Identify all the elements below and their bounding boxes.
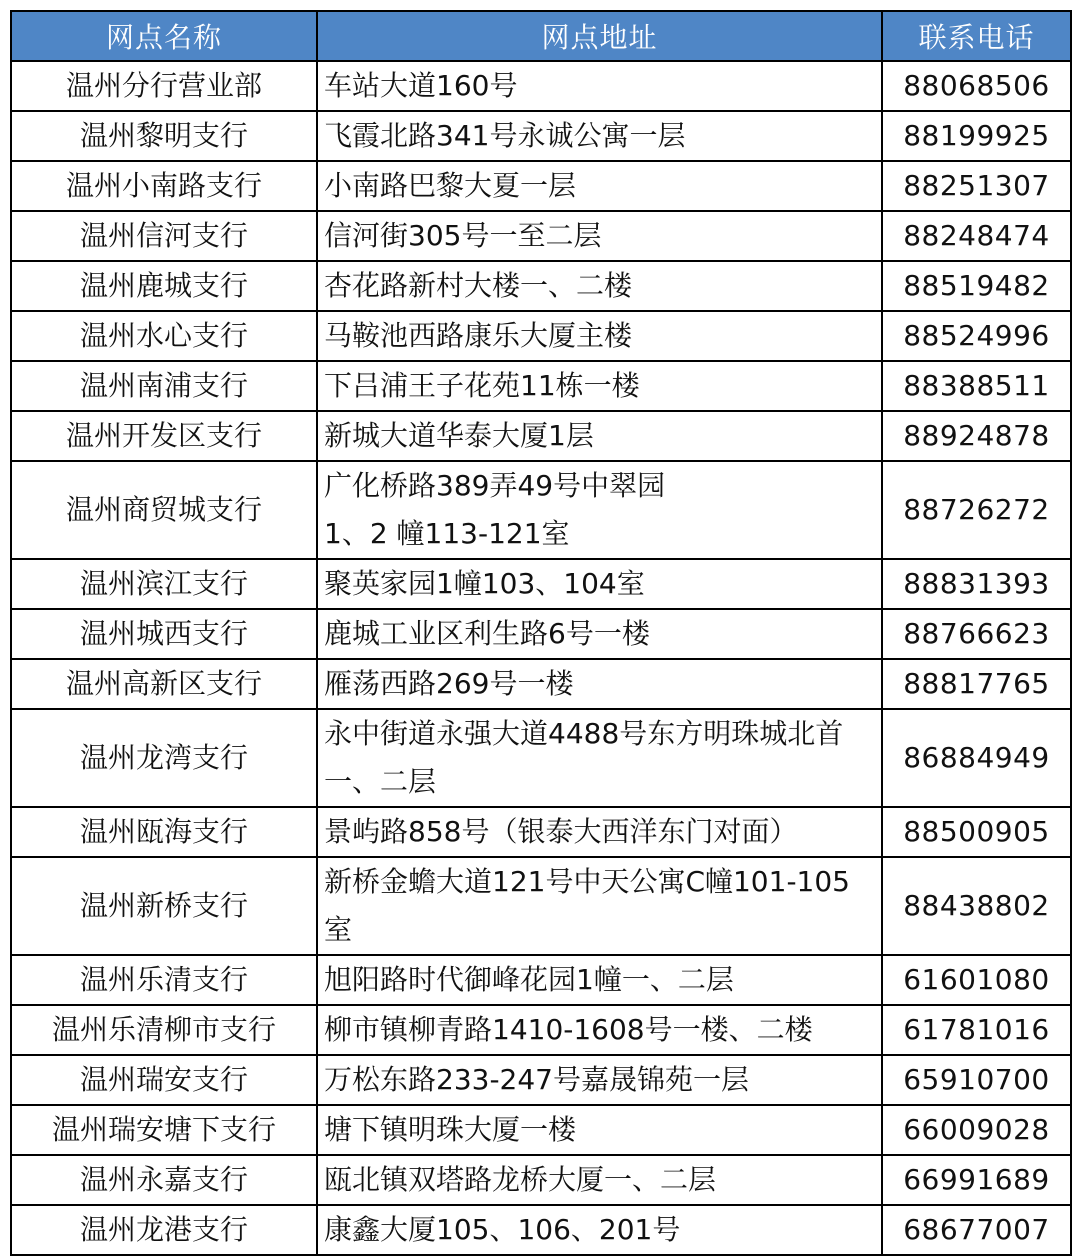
header-row xyxy=(11,11,1071,61)
branch-name-cell: 温州鹿城支行 xyxy=(11,261,317,311)
branch-name-cell: 温州南浦支行 xyxy=(11,361,317,411)
branch-address-cell: 车站大道160号 xyxy=(317,61,882,111)
branch-address-cell: 景屿路858号（银泰大西洋东门对面） xyxy=(317,807,882,857)
branch-phone-cell: 88726272 xyxy=(882,461,1071,559)
branch-address-cell: 杏花路新村大楼一、二楼 xyxy=(317,261,882,311)
branch-phone-cell: 88766623 xyxy=(882,609,1071,659)
branch-phone-cell: 88924878 xyxy=(882,411,1071,461)
table-row xyxy=(11,659,1071,709)
branch-address-cell: 广化桥路389弄49号中翠园 1、2 幢113-121室 xyxy=(317,461,882,559)
table-row xyxy=(11,709,1071,807)
branch-address-cell: 鹿城工业区利生路6号一楼 xyxy=(317,609,882,659)
branch-name-cell: 温州开发区支行 xyxy=(11,411,317,461)
table-row xyxy=(11,111,1071,161)
branch-name-cell: 温州水心支行 xyxy=(11,311,317,361)
branch-name-cell: 温州滨江支行 xyxy=(11,559,317,609)
branch-phone-cell: 61601080 xyxy=(882,955,1071,1005)
table-row xyxy=(11,1205,1071,1255)
table-row xyxy=(11,1005,1071,1055)
branch-address-cell: 新桥金蟾大道121号中天公寓C幢101-105 室 xyxy=(317,857,882,955)
branch-phone-cell: 88388511 xyxy=(882,361,1071,411)
branch-phone-cell: 88199925 xyxy=(882,111,1071,161)
branch-address-cell: 柳市镇柳青路1410-1608号一楼、二楼 xyxy=(317,1005,882,1055)
table-row xyxy=(11,211,1071,261)
branch-name-cell: 温州永嘉支行 xyxy=(11,1155,317,1205)
table-row xyxy=(11,61,1071,111)
table-row xyxy=(11,559,1071,609)
branch-name-cell: 温州龙湾支行 xyxy=(11,709,317,807)
header-branch-address: 网点地址 xyxy=(317,11,882,61)
table-row xyxy=(11,311,1071,361)
branch-phone-cell: 88519482 xyxy=(882,261,1071,311)
branch-phone-cell: 88068506 xyxy=(882,61,1071,111)
branch-phone-cell: 88438802 xyxy=(882,857,1071,955)
table-row xyxy=(11,1155,1071,1205)
header-contact-phone: 联系电话 xyxy=(882,11,1071,61)
branch-phone-cell: 88251307 xyxy=(882,161,1071,211)
branch-address-cell: 小南路巴黎大夏一层 xyxy=(317,161,882,211)
branch-phone-cell: 88248474 xyxy=(882,211,1071,261)
branch-address-cell: 新城大道华泰大厦1层 xyxy=(317,411,882,461)
table-header xyxy=(11,11,1071,61)
branch-name-cell: 温州新桥支行 xyxy=(11,857,317,955)
table-row xyxy=(11,261,1071,311)
table-row xyxy=(11,361,1071,411)
branch-address-cell: 下吕浦王子花苑11栋一楼 xyxy=(317,361,882,411)
branch-name-cell: 温州乐清支行 xyxy=(11,955,317,1005)
branch-address-cell: 瓯北镇双塔路龙桥大厦一、二层 xyxy=(317,1155,882,1205)
branch-address-cell: 信河街305号一至二层 xyxy=(317,211,882,261)
branch-address-cell: 康鑫大厦105、106、201号 xyxy=(317,1205,882,1255)
branch-address-cell: 旭阳路时代御峰花园1幢一、二层 xyxy=(317,955,882,1005)
table-row xyxy=(11,1055,1071,1105)
branch-table-container xyxy=(10,10,1070,1256)
branch-address-cell: 马鞍池西路康乐大厦主楼 xyxy=(317,311,882,361)
branch-address-cell: 塘下镇明珠大厦一楼 xyxy=(317,1105,882,1155)
branch-name-cell: 温州信河支行 xyxy=(11,211,317,261)
branch-address-cell: 聚英家园1幢103、104室 xyxy=(317,559,882,609)
header-branch-name: 网点名称 xyxy=(11,11,317,61)
branch-table xyxy=(10,10,1072,1256)
branch-name-cell: 温州龙港支行 xyxy=(11,1205,317,1255)
table-row xyxy=(11,411,1071,461)
table-row xyxy=(11,955,1071,1005)
branch-phone-cell: 88524996 xyxy=(882,311,1071,361)
branch-phone-cell: 66991689 xyxy=(882,1155,1071,1205)
table-row xyxy=(11,807,1071,857)
branch-phone-cell: 86884949 xyxy=(882,709,1071,807)
branch-address-cell: 雁荡西路269号一楼 xyxy=(317,659,882,709)
branch-name-cell: 温州小南路支行 xyxy=(11,161,317,211)
branch-name-cell: 温州乐清柳市支行 xyxy=(11,1005,317,1055)
table-row xyxy=(11,161,1071,211)
table-body xyxy=(11,61,1071,1255)
branch-phone-cell: 66009028 xyxy=(882,1105,1071,1155)
branch-phone-cell: 68677007 xyxy=(882,1205,1071,1255)
branch-phone-cell: 88500905 xyxy=(882,807,1071,857)
branch-name-cell: 温州城西支行 xyxy=(11,609,317,659)
branch-phone-cell: 88817765 xyxy=(882,659,1071,709)
branch-phone-cell: 61781016 xyxy=(882,1005,1071,1055)
table-row xyxy=(11,1105,1071,1155)
branch-name-cell: 温州黎明支行 xyxy=(11,111,317,161)
branch-name-cell: 温州商贸城支行 xyxy=(11,461,317,559)
branch-name-cell: 温州分行营业部 xyxy=(11,61,317,111)
branch-phone-cell: 65910700 xyxy=(882,1055,1071,1105)
table-row xyxy=(11,609,1071,659)
branch-address-cell: 永中街道永强大道4488号东方明珠城北首 一、二层 xyxy=(317,709,882,807)
branch-phone-cell: 88831393 xyxy=(882,559,1071,609)
branch-name-cell: 温州瓯海支行 xyxy=(11,807,317,857)
branch-address-cell: 万松东路233-247号嘉晟锦苑一层 xyxy=(317,1055,882,1105)
branch-name-cell: 温州瑞安支行 xyxy=(11,1055,317,1105)
table-row xyxy=(11,461,1071,559)
branch-address-cell: 飞霞北路341号永诚公寓一层 xyxy=(317,111,882,161)
branch-name-cell: 温州高新区支行 xyxy=(11,659,317,709)
table-row xyxy=(11,857,1071,955)
branch-name-cell: 温州瑞安塘下支行 xyxy=(11,1105,317,1155)
